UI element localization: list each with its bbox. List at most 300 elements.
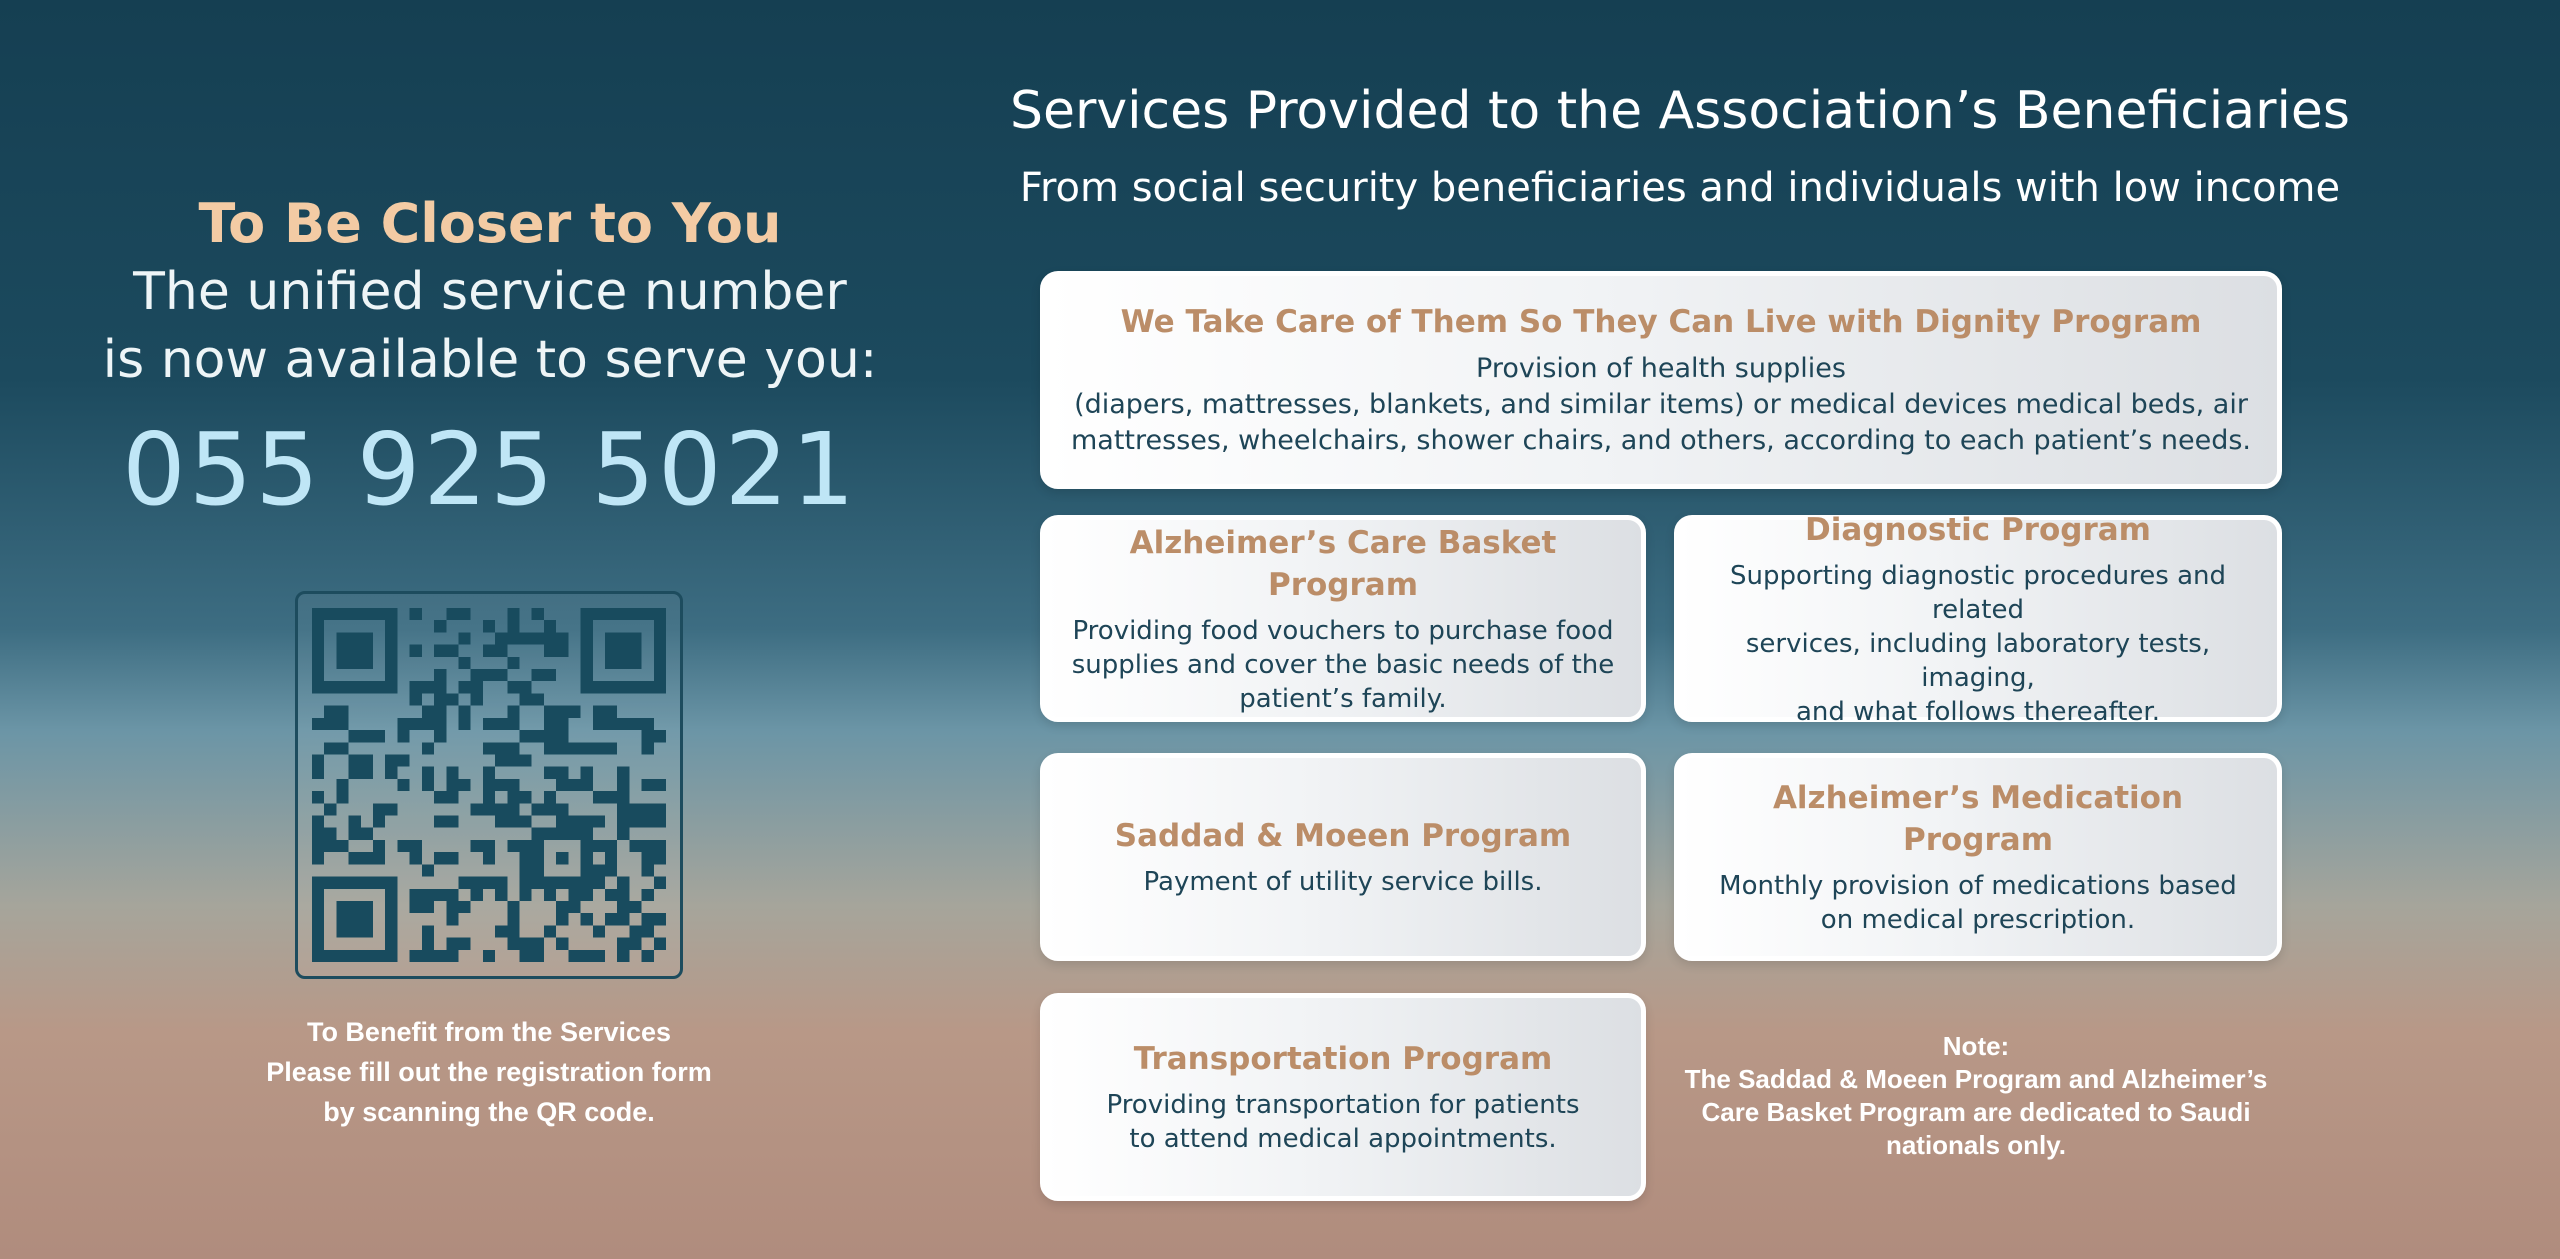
qr-module — [422, 718, 434, 730]
qr-module — [544, 767, 556, 779]
qr-module — [349, 730, 361, 742]
qr-module — [593, 791, 605, 803]
qr-module — [568, 828, 580, 840]
qr-module — [434, 645, 446, 657]
program-desc-line: and what follows thereafter. — [1796, 696, 2160, 727]
qr-module — [605, 840, 617, 852]
qr-module — [654, 779, 666, 791]
qr-module — [617, 681, 629, 693]
qr-module — [349, 816, 361, 828]
note-line: nationals only. — [1885, 1130, 2067, 1160]
qr-module — [410, 852, 422, 864]
qr-module — [361, 828, 373, 840]
qr-module — [642, 816, 654, 828]
qr-module — [434, 669, 446, 681]
qr-module — [361, 608, 373, 620]
qr-module — [532, 840, 544, 852]
qr-module — [532, 803, 544, 815]
qr-module — [581, 608, 593, 620]
qr-module — [642, 925, 654, 937]
qr-module — [556, 828, 568, 840]
qr-module — [507, 938, 519, 950]
qr-module — [581, 681, 593, 693]
qr-module — [617, 913, 629, 925]
qr-module — [471, 840, 483, 852]
program-description — [1072, 614, 1614, 716]
qr-module — [361, 852, 373, 864]
qr-module — [544, 742, 556, 754]
qr-module — [593, 840, 605, 852]
qr-module — [373, 803, 385, 815]
qr-module — [422, 925, 434, 937]
qr-module — [520, 754, 532, 766]
qr-module — [385, 754, 397, 766]
qr-module — [361, 913, 373, 925]
qr-module — [642, 950, 654, 962]
program-title: Alzheimer’s Care Basket Program — [1129, 524, 1557, 603]
qr-module — [336, 877, 348, 889]
qr-module — [654, 816, 666, 828]
program-description — [1703, 559, 2253, 729]
qr-module — [520, 693, 532, 705]
qr-module — [361, 877, 373, 889]
contact-panel — [60, 190, 920, 530]
qr-module — [520, 730, 532, 742]
qr-module — [629, 681, 641, 693]
qr-module — [544, 925, 556, 937]
qr-module — [312, 840, 324, 852]
qr-module — [434, 816, 446, 828]
program-desc-line: mattresses, wheelchairs, shower chairs, and others, according to each patient’s needs. — [1071, 425, 2251, 456]
program-desc-line: Payment of utility service bills. — [1143, 867, 1543, 897]
qr-module — [568, 779, 580, 791]
qr-module — [544, 620, 556, 632]
qr-module — [458, 632, 470, 644]
qr-module — [544, 889, 556, 901]
qr-module — [507, 791, 519, 803]
program-card-diagnostic — [1674, 511, 2282, 727]
qr-module — [361, 925, 373, 937]
qr-module — [349, 608, 361, 620]
qr-module — [483, 779, 495, 791]
qr-module — [581, 816, 593, 828]
qr-module — [654, 681, 666, 693]
program-description — [1106, 1088, 1579, 1156]
qr-module — [336, 681, 348, 693]
qr-module — [617, 767, 629, 779]
qr-code-graphic — [312, 608, 666, 962]
qr-module — [507, 681, 519, 693]
qr-module — [446, 608, 458, 620]
qr-module — [349, 828, 361, 840]
qr-module — [312, 889, 324, 901]
qr-module — [312, 791, 324, 803]
qr-module — [336, 645, 348, 657]
qr-module — [593, 681, 605, 693]
qr-module — [654, 803, 666, 815]
qr-module — [446, 816, 458, 828]
qr-module — [507, 718, 519, 730]
qr-module — [385, 889, 397, 901]
qr-module — [434, 791, 446, 803]
qr-module — [458, 608, 470, 620]
qr-module — [654, 669, 666, 681]
qr-module — [349, 913, 361, 925]
qr-module — [434, 730, 446, 742]
qr-module — [410, 840, 422, 852]
note-line: Care Basket Program are dedicated to Saudi — [1701, 1097, 2251, 1127]
qr-module — [568, 706, 580, 718]
qr-module — [581, 620, 593, 632]
program-desc-line: supplies and cover the basic needs of the — [1071, 649, 1615, 680]
qr-module — [507, 706, 519, 718]
qr-code-icon[interactable] — [295, 591, 683, 979]
program-desc-line: Providing food vouchers to purchase food — [1072, 615, 1614, 646]
qr-module — [605, 852, 617, 864]
qr-module — [605, 913, 617, 925]
qr-module — [373, 681, 385, 693]
qr-module — [532, 632, 544, 644]
program-desc-line: Monthly provision of medications based — [1719, 871, 2237, 901]
qr-module — [654, 840, 666, 852]
qr-module — [495, 754, 507, 766]
qr-module — [654, 877, 666, 889]
qr-module — [312, 657, 324, 669]
qr-module — [556, 901, 568, 913]
program-description — [1144, 865, 1543, 899]
qr-module — [495, 645, 507, 657]
qr-module — [336, 791, 348, 803]
qr-module — [312, 828, 324, 840]
qr-module — [312, 816, 324, 828]
program-desc-line: Providing transportation for patients — [1106, 1090, 1580, 1120]
qr-module — [568, 742, 580, 754]
qr-module — [349, 925, 361, 937]
qr-module — [495, 816, 507, 828]
qr-module — [532, 828, 544, 840]
qr-module — [336, 901, 348, 913]
qr-module — [593, 706, 605, 718]
qr-module — [312, 938, 324, 950]
qr-module — [544, 718, 556, 730]
qr-module — [434, 852, 446, 864]
qr-module — [532, 938, 544, 950]
benefit-line2: Please fill out the registration form — [266, 1057, 712, 1087]
qr-module — [520, 938, 532, 950]
qr-module — [312, 681, 324, 693]
qr-module — [581, 864, 593, 876]
qr-module — [495, 803, 507, 815]
qr-module — [361, 657, 373, 669]
qr-module — [385, 877, 397, 889]
qr-module — [422, 779, 434, 791]
qr-module — [507, 803, 519, 815]
qr-module — [312, 877, 324, 889]
program-description — [1071, 351, 2251, 459]
qr-module — [410, 950, 422, 962]
qr-module — [544, 706, 556, 718]
qr-module — [446, 950, 458, 962]
qr-module — [520, 950, 532, 962]
qr-module — [458, 938, 470, 950]
qr-module — [446, 791, 458, 803]
qr-module — [446, 938, 458, 950]
closer-heading: To Be Closer to You — [198, 192, 782, 255]
qr-module — [397, 779, 409, 791]
qr-module — [373, 608, 385, 620]
qr-module — [556, 730, 568, 742]
qr-module — [544, 632, 556, 644]
qr-module — [556, 706, 568, 718]
qr-module — [520, 877, 532, 889]
qr-module — [397, 718, 409, 730]
qr-module — [410, 901, 422, 913]
qr-module — [520, 681, 532, 693]
qr-module — [361, 901, 373, 913]
qr-module — [617, 877, 629, 889]
qr-module — [581, 779, 593, 791]
qr-module — [495, 925, 507, 937]
qr-module — [446, 889, 458, 901]
qr-module — [349, 852, 361, 864]
qr-module — [434, 681, 446, 693]
qr-module — [654, 645, 666, 657]
qr-module — [556, 718, 568, 730]
qr-module — [483, 669, 495, 681]
qr-module — [361, 950, 373, 962]
qr-module — [654, 608, 666, 620]
qr-module — [605, 864, 617, 876]
qr-module — [556, 632, 568, 644]
qr-module — [507, 608, 519, 620]
qr-module — [361, 730, 373, 742]
qr-module — [520, 791, 532, 803]
qr-module — [642, 840, 654, 852]
qr-module — [581, 828, 593, 840]
qr-module — [593, 608, 605, 620]
qr-module — [605, 889, 617, 901]
qr-module — [458, 779, 470, 791]
qr-module — [446, 901, 458, 913]
qr-module — [410, 645, 422, 657]
qr-module — [471, 681, 483, 693]
qr-module — [397, 840, 409, 852]
qr-module — [483, 852, 495, 864]
qr-module — [312, 718, 324, 730]
qr-module — [642, 742, 654, 754]
qr-module — [617, 791, 629, 803]
qr-module — [654, 657, 666, 669]
qr-module — [312, 669, 324, 681]
qr-module — [410, 889, 422, 901]
qr-module — [605, 657, 617, 669]
qr-module — [617, 718, 629, 730]
qr-module — [349, 901, 361, 913]
qr-module — [312, 767, 324, 779]
qr-module — [446, 913, 458, 925]
qr-module — [422, 742, 434, 754]
qr-module — [385, 657, 397, 669]
qr-module — [642, 889, 654, 901]
qr-module — [617, 608, 629, 620]
qr-module — [312, 632, 324, 644]
qr-module — [507, 742, 519, 754]
qr-module — [544, 645, 556, 657]
qr-module — [336, 925, 348, 937]
program-desc-line: (diapers, mattresses, blankets, and similar items) or medical devices medical beds, air — [1074, 389, 2248, 420]
qr-module — [324, 706, 336, 718]
qr-module — [385, 901, 397, 913]
qr-module — [434, 620, 446, 632]
qr-module — [349, 754, 361, 766]
qr-module — [556, 816, 568, 828]
qr-module — [593, 816, 605, 828]
qr-module — [642, 852, 654, 864]
qr-module — [532, 608, 544, 620]
qr-module — [422, 950, 434, 962]
qr-module — [568, 889, 580, 901]
qr-module — [385, 669, 397, 681]
qr-module — [629, 645, 641, 657]
registration-instructions — [200, 1012, 778, 1132]
qr-module — [312, 852, 324, 864]
qr-module — [336, 950, 348, 962]
qr-module — [568, 877, 580, 889]
qr-module — [617, 803, 629, 815]
qr-module — [324, 718, 336, 730]
qr-module — [312, 950, 324, 962]
program-desc-line: Provision of health supplies — [1476, 353, 1846, 384]
qr-module — [556, 938, 568, 950]
qr-module — [324, 950, 336, 962]
program-card-transportation — [1040, 993, 1646, 1201]
qr-module — [520, 889, 532, 901]
qr-module — [446, 852, 458, 864]
qr-module — [349, 877, 361, 889]
qr-module — [544, 877, 556, 889]
qr-module — [312, 913, 324, 925]
qr-module — [483, 620, 495, 632]
qr-module — [324, 803, 336, 815]
qr-module — [324, 681, 336, 693]
qr-module — [373, 852, 385, 864]
qr-module — [458, 877, 470, 889]
qr-module — [385, 645, 397, 657]
qr-module — [361, 754, 373, 766]
qr-module — [581, 742, 593, 754]
qr-module — [605, 718, 617, 730]
qr-module — [544, 791, 556, 803]
qr-module — [458, 706, 470, 718]
program-card-medication — [1674, 753, 2282, 961]
qr-module — [507, 816, 519, 828]
qr-module — [532, 693, 544, 705]
qr-module — [617, 816, 629, 828]
program-title: Saddad & Moeen Program — [1114, 818, 1572, 854]
qr-module — [581, 645, 593, 657]
qr-module — [642, 730, 654, 742]
qr-module — [568, 901, 580, 913]
qr-module — [349, 645, 361, 657]
qr-module — [373, 730, 385, 742]
qr-module — [629, 608, 641, 620]
qr-module — [593, 925, 605, 937]
qr-module — [434, 889, 446, 901]
program-desc-line: to attend medical appointments. — [1129, 1124, 1557, 1154]
qr-module — [605, 645, 617, 657]
unified-number-line1: The unified service number — [133, 262, 847, 322]
qr-module — [617, 645, 629, 657]
qr-module — [312, 608, 324, 620]
qr-module — [434, 718, 446, 730]
phone-number[interactable]: 055 925 5021 — [122, 411, 858, 528]
qr-module — [312, 901, 324, 913]
qr-module — [324, 608, 336, 620]
qr-module — [581, 852, 593, 864]
qr-module — [422, 901, 434, 913]
qr-module — [581, 669, 593, 681]
qr-module — [483, 791, 495, 803]
qr-module — [397, 754, 409, 766]
qr-module — [642, 864, 654, 876]
qr-module — [593, 718, 605, 730]
qr-module — [507, 901, 519, 913]
qr-module — [373, 840, 385, 852]
qr-module — [593, 950, 605, 962]
qr-module — [617, 901, 629, 913]
qr-module — [605, 608, 617, 620]
qr-module — [349, 767, 361, 779]
program-title: Diagnostic Program — [1805, 511, 2151, 548]
qr-module — [349, 657, 361, 669]
qr-module — [336, 840, 348, 852]
qr-module — [483, 767, 495, 779]
qr-module — [385, 950, 397, 962]
qr-module — [385, 632, 397, 644]
qr-module — [312, 620, 324, 632]
qr-module — [642, 803, 654, 815]
qr-module — [422, 864, 434, 876]
qr-module — [336, 779, 348, 791]
qr-module — [629, 816, 641, 828]
qr-module — [654, 632, 666, 644]
qr-module — [654, 620, 666, 632]
qr-module — [385, 938, 397, 950]
qr-module — [373, 877, 385, 889]
qr-module — [336, 913, 348, 925]
qr-module — [458, 657, 470, 669]
qr-module — [629, 632, 641, 644]
qr-module — [483, 645, 495, 657]
qr-module — [532, 877, 544, 889]
qr-module — [507, 913, 519, 925]
qr-module — [629, 803, 641, 815]
qr-module — [495, 632, 507, 644]
qr-module — [385, 925, 397, 937]
qr-module — [336, 718, 348, 730]
qr-module — [532, 730, 544, 742]
qr-module — [483, 840, 495, 852]
qr-module — [544, 828, 556, 840]
qr-module — [617, 657, 629, 669]
program-title: Transportation Program — [1133, 1041, 1553, 1077]
qr-module — [556, 877, 568, 889]
qr-module — [520, 840, 532, 852]
program-description — [1719, 869, 2237, 937]
qr-module — [556, 645, 568, 657]
qr-module — [605, 742, 617, 754]
qr-module — [581, 657, 593, 669]
